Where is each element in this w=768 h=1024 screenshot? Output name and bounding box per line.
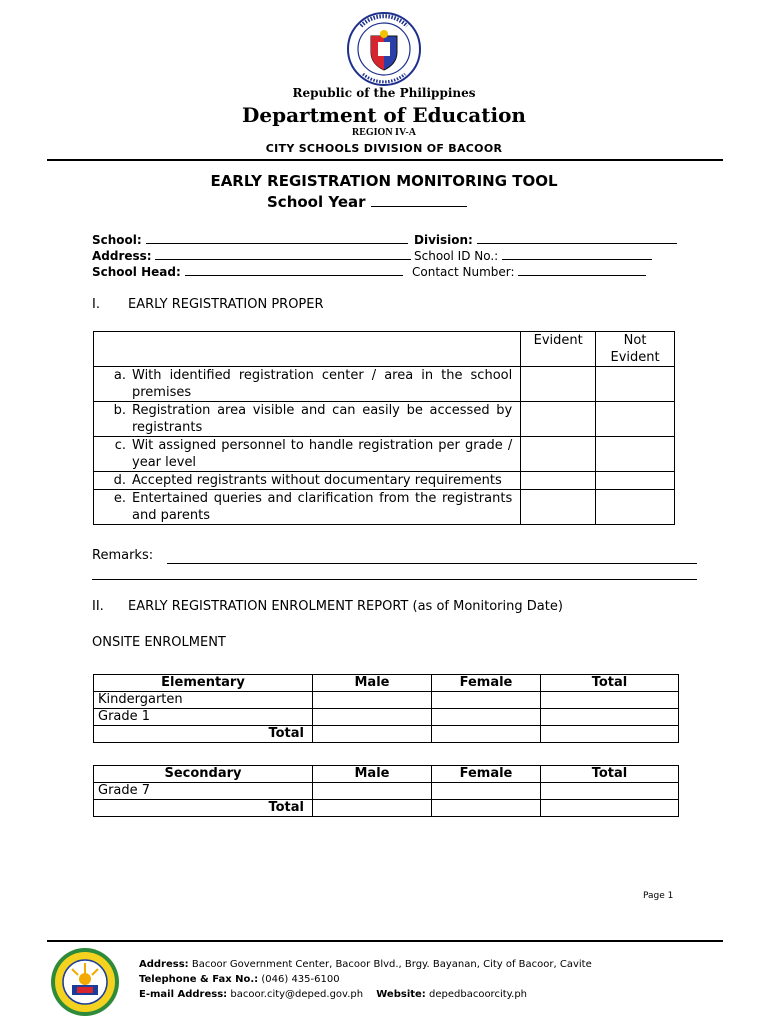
remarks-line-1[interactable] — [167, 563, 697, 564]
school-line — [92, 231, 408, 247]
footer-divider — [47, 940, 723, 942]
item-text: Entertained queries and clarification from the registrants and parents — [132, 491, 513, 523]
grade-label: Kindergarten — [94, 692, 313, 709]
grade-label: Grade 7 — [94, 783, 313, 800]
section-2-title: EARLY REGISTRATION ENROLMENT REPORT — [128, 599, 409, 614]
deped-seal-logo — [347, 12, 421, 86]
total-label: Total — [94, 800, 313, 817]
footer-phone — [139, 974, 340, 985]
school-id-blank[interactable] — [502, 247, 652, 260]
item-text: Registration area visible and can easily be accessed by registrants — [132, 403, 513, 435]
address-blank[interactable] — [155, 247, 411, 260]
female-cell[interactable] — [432, 800, 541, 817]
school-id-label: School ID No.: — [414, 249, 499, 263]
page-number: Page 1 — [643, 891, 674, 901]
total-cell[interactable] — [541, 800, 679, 817]
header-divider — [47, 159, 723, 161]
address-line — [92, 247, 411, 263]
secondary-header: Secondary — [94, 766, 313, 783]
table-row — [94, 709, 679, 726]
not-evident-cell[interactable] — [596, 402, 675, 437]
contact-blank[interactable] — [518, 263, 646, 276]
proper-row — [94, 367, 675, 402]
proper-header-blank — [94, 332, 521, 367]
proper-item — [94, 437, 521, 472]
evident-cell[interactable] — [521, 490, 596, 525]
total-cell[interactable] — [541, 692, 679, 709]
footer-email — [139, 989, 527, 1000]
contact-label: Contact Number: — [412, 265, 515, 279]
secondary-enrolment-table — [93, 765, 679, 817]
section-2-subtitle: (as of Monitoring Date) — [412, 599, 563, 614]
footer-email-label: E-mail Address: — [139, 989, 228, 1000]
document-title: EARLY REGISTRATION MONITORING TOOL — [210, 172, 558, 190]
table-row — [94, 800, 679, 817]
elementary-header: Elementary — [94, 675, 313, 692]
evident-cell[interactable] — [521, 472, 596, 490]
evident-cell[interactable] — [521, 402, 596, 437]
item-letter: e. — [113, 491, 126, 506]
female-header: Female — [432, 766, 541, 783]
male-header: Male — [313, 766, 432, 783]
school-year-label: School Year — [267, 193, 366, 211]
female-cell[interactable] — [432, 692, 541, 709]
evident-header: Evident — [521, 332, 596, 367]
remarks-label: Remarks: — [92, 548, 154, 563]
proper-row — [94, 472, 675, 490]
section-1-heading — [92, 297, 324, 312]
female-cell[interactable] — [432, 709, 541, 726]
footer-phone-label: Telephone & Fax No.: — [139, 974, 259, 985]
school-id-line — [414, 247, 652, 263]
evident-cell[interactable] — [521, 437, 596, 472]
division-blank[interactable] — [477, 231, 677, 244]
item-letter: d. — [113, 473, 126, 488]
division-heading: CITY SCHOOLS DIVISION OF BACOOR — [265, 142, 503, 155]
evident-cell[interactable] — [521, 367, 596, 402]
proper-item — [94, 472, 521, 490]
contact-line — [412, 263, 646, 279]
item-letter: a. — [113, 368, 126, 383]
school-label: School: — [92, 233, 142, 247]
registration-proper-table — [93, 331, 675, 525]
total-header: Total — [541, 766, 679, 783]
footer-website-value[interactable]: depedbacoorcity.ph — [429, 989, 528, 1000]
table-row — [94, 726, 679, 743]
not-evident-cell[interactable] — [596, 437, 675, 472]
onsite-enrolment-heading: ONSITE ENROLMENT — [92, 635, 226, 650]
male-cell[interactable] — [313, 783, 432, 800]
school-head-blank[interactable] — [185, 263, 403, 276]
item-text: Wit assigned personnel to handle registration per grade / year level — [132, 438, 513, 470]
grade-label: Grade 1 — [94, 709, 313, 726]
table-row — [94, 692, 679, 709]
elementary-enrolment-table — [93, 674, 679, 743]
total-cell[interactable] — [541, 709, 679, 726]
section-1-numeral: I. — [92, 297, 100, 312]
remarks-line-2[interactable] — [92, 579, 697, 580]
female-cell[interactable] — [432, 783, 541, 800]
school-head-line — [92, 263, 403, 279]
proper-item — [94, 490, 521, 525]
school-head-label: School Head: — [92, 265, 181, 279]
division-logo — [50, 947, 120, 1017]
footer-email-value[interactable]: bacoor.city@deped.gov.ph — [230, 989, 364, 1000]
address-label: Address: — [92, 249, 152, 263]
total-cell[interactable] — [541, 726, 679, 743]
proper-row — [94, 490, 675, 525]
male-header: Male — [313, 675, 432, 692]
item-text: With identified registration center / area in the school premises — [132, 368, 513, 400]
female-cell[interactable] — [432, 726, 541, 743]
table-row — [94, 783, 679, 800]
total-label: Total — [94, 726, 313, 743]
region-heading: REGION IV-A — [352, 127, 416, 138]
department-heading: Department of Education — [242, 103, 526, 127]
division-label: Division: — [414, 233, 473, 247]
total-header: Total — [541, 675, 679, 692]
footer-address-value: Bacoor Government Center, Bacoor Blvd., Brgy. Bayanan, City of Bacoor, Cavite — [191, 959, 592, 970]
female-header: Female — [432, 675, 541, 692]
not-evident-header: Not Evident — [596, 332, 675, 367]
not-evident-cell[interactable] — [596, 472, 675, 490]
not-evident-cell[interactable] — [596, 490, 675, 525]
proper-row — [94, 402, 675, 437]
republic-heading: Republic of the Philippines — [292, 86, 476, 100]
section-2-heading — [92, 599, 563, 614]
item-letter: b. — [113, 403, 126, 418]
footer-phone-value: (046) 435-6100 — [261, 974, 340, 985]
male-cell[interactable] — [313, 800, 432, 817]
division-line — [414, 231, 677, 247]
footer-website-label: Website: — [376, 989, 426, 1000]
proper-item — [94, 402, 521, 437]
male-cell[interactable] — [313, 726, 432, 743]
section-1-title: EARLY REGISTRATION PROPER — [128, 297, 324, 312]
school-year-blank[interactable] — [371, 194, 467, 207]
proper-row — [94, 437, 675, 472]
total-cell[interactable] — [541, 783, 679, 800]
proper-item — [94, 367, 521, 402]
item-letter: c. — [114, 438, 126, 453]
footer-address — [139, 959, 592, 970]
male-cell[interactable] — [313, 709, 432, 726]
footer-address-label: Address: — [139, 959, 189, 970]
not-evident-cell[interactable] — [596, 367, 675, 402]
school-year-line — [267, 193, 467, 211]
school-blank[interactable] — [146, 231, 408, 244]
item-text: Accepted registrants without documentary requirements — [132, 473, 502, 488]
male-cell[interactable] — [313, 692, 432, 709]
section-2-numeral: II. — [92, 599, 104, 614]
